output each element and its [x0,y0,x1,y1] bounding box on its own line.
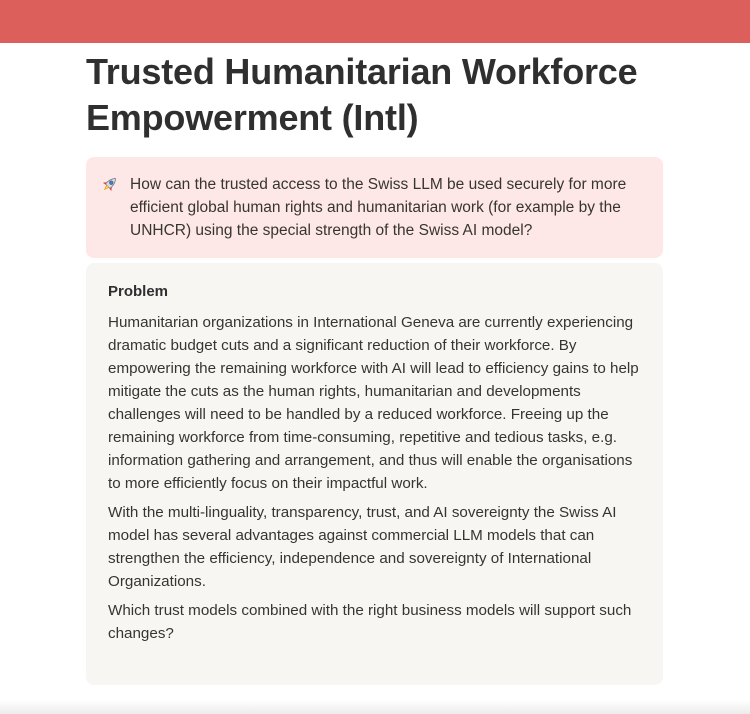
page-title[interactable]: Trusted Humanitarian Workforce Empowerment (Intl) [86,51,638,138]
problem-paragraph-3[interactable]: Which trust models combined with the right business models will support such changes? [108,602,632,642]
page-cover-banner [0,0,750,43]
callout-block[interactable] [86,157,663,258]
callout-text[interactable]: How can the trusted access to the Swiss LLM be used securely for more efficient global human rights and humanitarian work (for example by the UNHCR) using the special strength of the Swiss AI model? [130,176,627,239]
problem-paragraph-1[interactable]: Humanitarian organizations in International Geneva are currently experiencing dramatic budget cuts and a significant reduction of their workforce. By empowering the remaining workforce with AI will lead to efficiency gains to help mitigate the cuts as the human rights, humanitarian and developments challenges will need to be handled by a reduced workforce. Freeing up the remaining workforce from time-consuming, repetitive and tedious tasks, e.g. information gathering and arrangement, and thus will enable the organisations to more efficiently focus on their impactful work. [108,314,639,492]
problem-block[interactable] [86,263,663,685]
page-content [86,43,663,642]
bottom-edge-shadow [0,700,750,714]
rocket-icon-graphic [98,174,120,196]
problem-paragraph-2[interactable]: With the multi-linguality, transparency, trust, and AI sovereignty the Swiss AI model has several advantages against commercial LLM models that can strengthen the efficiency, independence and sovereignty of International Organizations. [108,504,617,590]
rocket-icon[interactable] [98,173,130,244]
problem-heading: Problem [108,283,169,300]
